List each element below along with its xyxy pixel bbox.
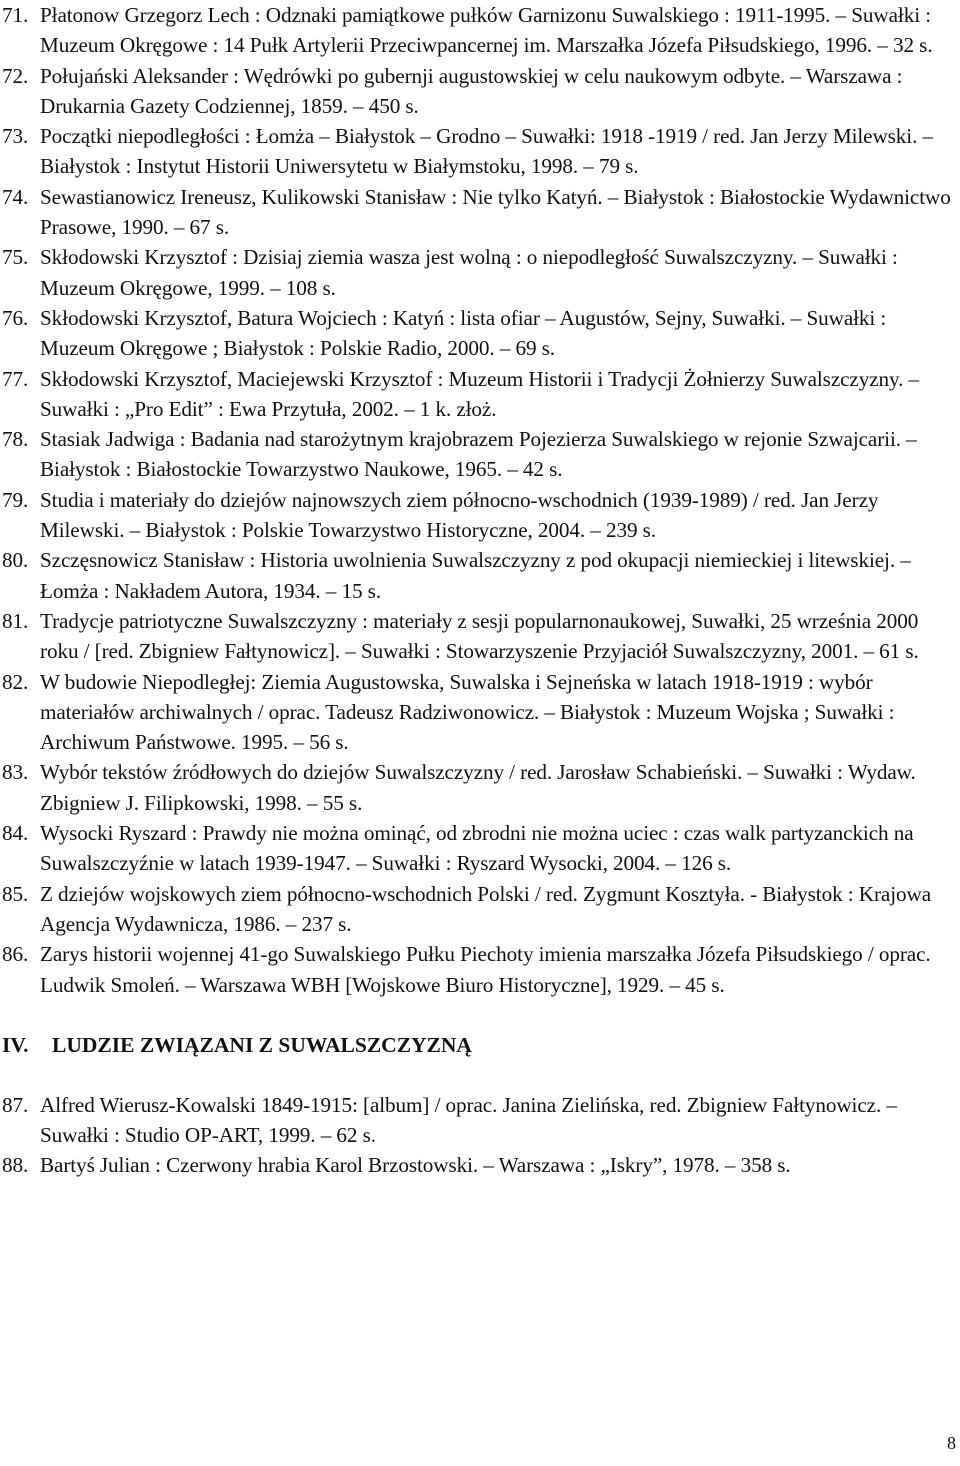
- entry-text: Wybór tekstów źródłowych do dziejów Suwalszczyzny / red. Jarosław Schabieński. – Suwałki : Wydaw. Zbigniew J. Filipkowski, 1998. – 55 s.: [40, 760, 916, 815]
- bibliography-entry: [2, 667, 958, 758]
- bibliography-entries-section-4: [2, 1090, 958, 1181]
- entry-number: 76.: [2, 305, 29, 330]
- entry-number: 82.: [2, 669, 29, 694]
- bibliography-entry: [2, 606, 958, 667]
- bibliography-list: [2, 0, 958, 1181]
- bibliography-entry: [2, 242, 958, 303]
- bibliography-entry: [2, 424, 958, 485]
- entry-text: Skłodowski Krzysztof : Dzisiaj ziemia wasza jest wolną : o niepodległość Suwalszczyzny. – Suwałki : Muzeum Okręgowe, 1999. – 108 s.: [40, 245, 898, 300]
- entry-number: 79.: [2, 487, 29, 512]
- entry-text: Bartyś Julian : Czerwony hrabia Karol Brzostowski. – Warszawa : „Iskry”, 1978. – 358 s.: [40, 1153, 791, 1178]
- entry-number: 83.: [2, 760, 29, 785]
- bibliography-entry: [2, 0, 958, 61]
- entry-number: 78.: [2, 427, 29, 452]
- bibliography-entry: [2, 879, 958, 940]
- bibliography-entry: [2, 364, 958, 425]
- entry-text: Wysocki Ryszard : Prawdy nie można ominąć, od zbrodni nie można uciec : czas walk partyzanckich na Suwalszczyźnie w latach 1939-1947. – Suwałki : Ryszard Wysocki, 2004. – 126 s.: [40, 821, 914, 876]
- entry-number: 81.: [2, 608, 29, 633]
- entry-text: Płatonow Grzegorz Lech : Odznaki pamiątkowe pułków Garnizonu Suwalskiego : 1911-1995. – Suwałki : Muzeum Okręgowe : 14 Pułk Artylerii Przeciwpancernej im. Marszałka Józefa Piłsudskiego, 1996. – 32 s.: [40, 3, 933, 58]
- bibliography-entry: [2, 545, 958, 606]
- entry-text: Zarys historii wojennej 41-go Suwalskiego Pułku Piechoty imienia marszałka Józefa Piłsudskiego / oprac. Ludwik Smoleń. – Warszawa WBH [Wojskowe Biuro Historyczne], 1929. – 45 s.: [40, 942, 931, 997]
- entry-number: 80.: [2, 548, 29, 573]
- entry-text: Sewastianowicz Ireneusz, Kulikowski Stanisław : Nie tylko Katyń. – Białystok : Białostockie Wydawnictwo Prasowe, 1990. – 67 s.: [40, 184, 951, 240]
- section-heading: [2, 1030, 958, 1060]
- page-number: 8: [947, 1433, 956, 1453]
- entry-number: 88.: [2, 1153, 29, 1178]
- entry-text: Tradycje patriotyczne Suwalszczyzny : materiały z sesji popularnonaukowej, Suwałki, 25 września 2000 roku / [red. Zbigniew Fałtynowicz]. – Suwałki : Stowarzyszenie Przyjaciół Suwalszczyzny, 2001. – 61 s.: [40, 608, 919, 664]
- bibliography-entry: [2, 182, 958, 243]
- bibliography-entries-section-3: [2, 0, 958, 1000]
- bibliography-entry: [2, 939, 958, 1000]
- bibliography-entry: [2, 818, 958, 879]
- bibliography-entry: [2, 121, 958, 182]
- bibliography-entry: [2, 485, 958, 546]
- section-number: IV.: [2, 1032, 29, 1057]
- entry-number: 75.: [2, 245, 29, 270]
- entry-text: Początki niepodległości : Łomża – Białystok – Grodno – Suwałki: 1918 -1919 / red. Jan Jerzy Milewski. – Białystok : Instytut Historii Uniwersytetu w Białymstoku, 1998. – 79 s.: [40, 124, 933, 179]
- bibliography-entry: [2, 1090, 958, 1151]
- bibliography-entry: [2, 1150, 958, 1180]
- entry-number: 84.: [2, 821, 29, 846]
- entry-text: Połujański Aleksander : Wędrówki po gubernji augustowskiej w celu naukowym odbyte. – Warszawa : Drukarnia Gazety Codziennej, 1859. – 450 s.: [40, 63, 903, 118]
- bibliography-entry: [2, 61, 958, 122]
- entry-text: Studia i materiały do dziejów najnowszych ziem północno-wschodnich (1939-1989) / red. Jan Jerzy Milewski. – Białystok : Polskie Towarzystwo Historyczne, 2004. – 239 s.: [40, 487, 879, 543]
- entry-number: 86.: [2, 942, 29, 967]
- entry-number: 74.: [2, 184, 29, 209]
- entry-number: 87.: [2, 1092, 29, 1117]
- entry-number: 85.: [2, 881, 29, 906]
- entry-text: Szczęsnowicz Stanisław : Historia uwolnienia Suwalszczyzny z pod okupacji niemieckiej i litewskiej. – Łomża : Nakładem Autora, 1934. – 15 s.: [40, 548, 911, 603]
- entry-number: 72.: [2, 63, 29, 88]
- entry-number: 71.: [2, 3, 29, 27]
- entry-number: 73.: [2, 124, 29, 149]
- section-title: LUDZIE ZWIĄZANI Z SUWALSZCZYZNĄ: [52, 1032, 472, 1057]
- entry-number: 77.: [2, 366, 29, 391]
- entry-text: Skłodowski Krzysztof, Maciejewski Krzysztof : Muzeum Historii i Tradycji Żołnierzy Suwalszczyzny. – Suwałki : „Pro Edit” : Ewa Przytuła, 2002. – 1 k. złoż.: [40, 366, 920, 421]
- entry-text: Z dziejów wojskowych ziem północno-wschodnich Polski / red. Zygmunt Kosztyła. - Białystok : Krajowa Agencja Wydawnicza, 1986. – 237 s.: [40, 881, 932, 936]
- entry-text: Alfred Wierusz-Kowalski 1849-1915: [album] / oprac. Janina Zielińska, red. Zbigniew Fałtynowicz. – Suwałki : Studio OP-ART, 1999. – 62 s.: [40, 1092, 897, 1148]
- entry-text: W budowie Niepodległej: Ziemia Augustowska, Suwalska i Sejneńska w latach 1918-1919 : wybór materiałów archiwalnych / oprac. Tadeusz Radziwonowicz. – Białystok : Muzeum Wojska ; Suwałki : Archiwum Państwowe. 1995. – 56 s.: [40, 669, 895, 755]
- entry-text: Skłodowski Krzysztof, Batura Wojciech : Katyń : lista ofiar – Augustów, Sejny, Suwałki. – Suwałki : Muzeum Okręgowe ; Białystok : Polskie Radio, 2000. – 69 s.: [40, 305, 887, 361]
- entry-text: Stasiak Jadwiga : Badania nad starożytnym krajobrazem Pojezierza Suwalskiego w rejonie Szwajcarii. – Białystok : Białostockie Towarzystwo Naukowe, 1965. – 42 s.: [40, 427, 917, 482]
- bibliography-entry: [2, 303, 958, 364]
- bibliography-entry: [2, 757, 958, 818]
